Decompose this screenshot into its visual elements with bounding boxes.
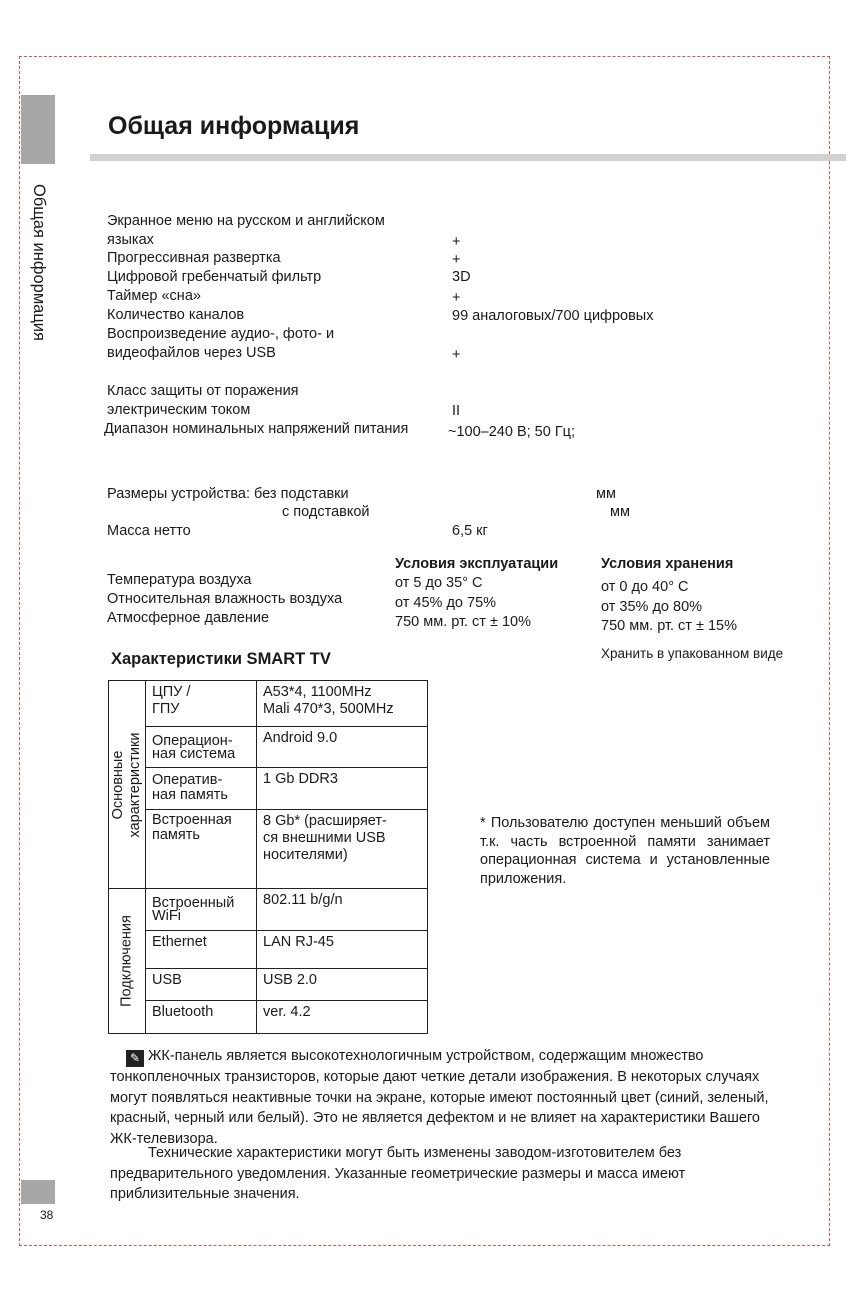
feature-value: + [452, 347, 461, 363]
feature-value: 99 аналоговых/700 цифровых [452, 308, 654, 324]
storage-value: от 0 до 40° С [601, 579, 689, 595]
lcd-note [110, 1046, 782, 1149]
spec-name: Встроенный WiFi [146, 889, 257, 931]
spec-value: USB 2.0 [257, 969, 428, 1001]
table-row [109, 931, 428, 969]
spec-value: 802.11 b/g/n [257, 889, 428, 931]
feature-label: языках [107, 232, 154, 248]
mass-label: Масса нетто [107, 523, 191, 539]
table-row [109, 768, 428, 810]
page-number-marker [21, 1180, 55, 1204]
table-row [109, 681, 428, 727]
group-connections: Подключения [109, 889, 146, 1034]
feature-value: + [452, 252, 461, 268]
feature-value: + [452, 290, 461, 306]
mass-value: 6,5 кг [452, 523, 488, 539]
memory-footnote: * Пользователю доступен меньший объем т.к. часть встроенной памяти занимает операционная система и установленные приложения. [480, 815, 770, 887]
page-number: 38 [40, 1208, 54, 1222]
operation-value: 750 мм. рт. ст ± 10% [395, 614, 531, 630]
page-title: Общая информация [108, 112, 360, 140]
spec-name: Оператив- ная память [146, 768, 257, 810]
table-row [109, 727, 428, 768]
dimensions-label-stand: с подставкой [282, 504, 370, 520]
pencil-note-icon: ✎ [126, 1050, 144, 1067]
operation-value: от 45% до 75% [395, 595, 497, 611]
dimensions-unit: мм [610, 504, 630, 520]
spec-name: Ethernet [146, 931, 257, 969]
table-row [109, 969, 428, 1001]
feature-label: Прогрессивная развертка [107, 250, 281, 266]
storage-value: 750 мм. рт. ст ± 15% [601, 618, 737, 634]
side-title: Общая информация [30, 184, 48, 341]
feature-label: Количество каналов [107, 307, 245, 323]
feature-label: Воспроизведение аудио-, фото- и [107, 326, 335, 342]
spec-value: 8 Gb* (расширяет- ся внешними USB носителями) [257, 810, 428, 889]
feature-value: 3D [452, 269, 471, 285]
spec-name: ЦПУ / ГПУ [146, 681, 257, 727]
smart-tv-table [108, 680, 428, 1034]
condition-label: Температура воздуха [107, 572, 252, 588]
spec-name: USB [146, 969, 257, 1001]
table-row [109, 810, 428, 889]
feature-label: Экранное меню на русском и английском [107, 213, 385, 229]
spec-value: Android 9.0 [257, 727, 428, 768]
feature-value: II [452, 403, 461, 419]
condition-label: Атмосферное давление [107, 610, 270, 626]
changes-note: Технические характеристики могут быть изменены заводом-изготовителем без предварительного уведомления. Указанные геометрические размеры и масса имеют приблизительные значения. [110, 1145, 686, 1202]
spec-value: A53*4, 1100MHz Mali 470*3, 500MHz [257, 681, 428, 727]
spec-value: ver. 4.2 [257, 1001, 428, 1034]
operation-value: от 5 до 35° С [395, 575, 483, 591]
title-rule [90, 154, 846, 161]
feature-label: Диапазон номинальных напряжений питания [104, 421, 409, 437]
operation-header: Условия эксплуатации [395, 556, 559, 572]
storage-value: от 35% до 80% [601, 599, 703, 615]
table-row [109, 1001, 428, 1034]
spec-name: Bluetooth [146, 1001, 257, 1034]
storage-note: Хранить в упакованном виде [601, 646, 784, 661]
group-main: Основные характеристики [109, 681, 146, 889]
feature-label: Цифровой гребенчатый фильтр [107, 269, 322, 285]
condition-label: Относительная влажность воздуха [107, 591, 343, 607]
smart-tv-title: Характеристики SMART TV [111, 650, 331, 668]
dimensions-label: Размеры устройства: без подставки [107, 486, 349, 502]
section-tab-marker [21, 95, 55, 164]
feature-value: ~100–240 В; 50 Гц; [448, 424, 576, 440]
storage-header: Условия хранения [601, 556, 734, 572]
feature-value: + [452, 234, 461, 250]
spec-name: Операцион- ная система [146, 727, 257, 768]
feature-label: видеофайлов через USB [107, 345, 276, 361]
feature-label: электрическим током [107, 402, 251, 418]
table-row [109, 889, 428, 931]
dimensions-unit: мм [596, 486, 616, 502]
feature-label: Класс защиты от поражения [107, 383, 299, 399]
feature-label: Таймер «сна» [107, 288, 201, 304]
spec-value: 1 Gb DDR3 [257, 768, 428, 810]
spec-name: Встроенная память [146, 810, 257, 889]
lcd-note-text: ЖК-панель является высокотехнологичным устройством, содержащим множество тонкопленочных транзисторов, которые дают четкие детали изображения. В некоторых случаях могут появляться неактивные точки на экране, которые имеют постоянный цвет (синий, зеленый, красный, черный или белый). Это не является дефектом и не влияет на характеристики Вашего ЖК-телевизора. [110, 1048, 769, 1147]
spec-value: LAN RJ-45 [257, 931, 428, 969]
